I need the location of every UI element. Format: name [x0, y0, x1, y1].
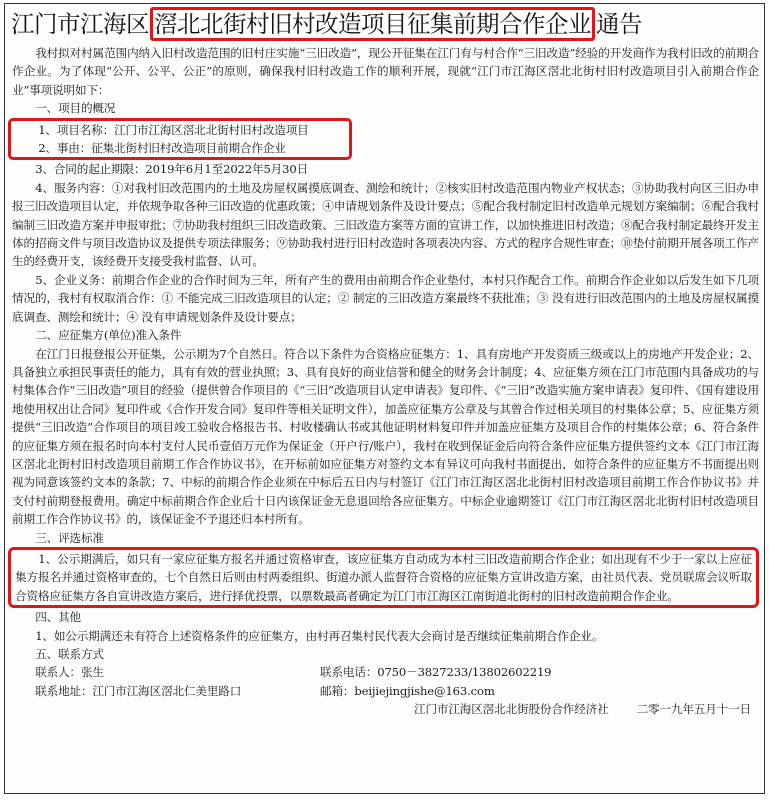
signature-row [12, 700, 759, 718]
notice-page [4, 3, 765, 794]
title-highlight: 滘北北街村旧村改造项目征集前期合作企业 [150, 7, 595, 41]
project-highlight-box [8, 118, 352, 161]
notice-body [12, 44, 759, 719]
contact-row-1 [12, 663, 759, 681]
section-1-heading: 一、项目的概况 [35, 101, 116, 116]
project-name: 1、项目名称：江门市江海区滘北北街村旧村改造项目 [38, 122, 309, 137]
enterprise-obligations: 5、企业义务：前期合作企业的合作时间为三年，所有产生的费用由前期合作企业垫付，本村只作配合工作。前期合作企业如以后发生如下几项情况的，我村有权取消合作：① 不能完成三旧改造项目的认定；② 制定的三旧改造方案最终不获批准；③ 没有进行旧改范围内的土地及房屋权属摸底调查、测绘和统计；④ 没有申请规划条件及设计要点； [12, 272, 759, 324]
section-5-heading: 五、联系方式 [35, 647, 104, 661]
section-2-heading: 二、应征集方(单位)准入条件 [35, 328, 182, 343]
selection-criteria: 1、公示期满后，如只有一家应征集方报名并通过资格审查，该应征集方自动成为本村三旧改造前期合作企业；如出现有不少于一家以上应征集方报名并通过资格审查的，七个自然日后则由村两委组织、街道办派人监督符合资格的应征集方宣讲改造方案，由社员代表、党员联席会议听取合资格应征集方各自宣讲改造方案后，进行择优投票，以票数最高者确定为江门市江海区江南街道北街村的旧村改造前期合作企业。 [15, 551, 752, 603]
service-content: 4、服务内容：①对我村旧改范围内的土地及房屋权属摸底调查、测绘和统计；②核实旧村改造范围内物业产权状态；③协助我村向区三旧办申报三旧改造项目认定，并依规争取各种三旧改造的优惠政策；④申请规划条件及设计要点；⑤配合我村制定旧村改造单元规划方案编制；⑥配合我村编制三旧改造方案并申报审批；⑦协助我村组织三旧改造政策、三旧改造方案等方面的宣讲工作，以加快推进旧村改造；⑧配合我村制定最终开发主体的招商文件与项目改造协议及提供专项法律服务；⑨协助我村进行旧村改造时各项表决内容、方式的程序合规性审查；⑩垫付前期开展各项工作产生的经费开支，该经费开支接受我村监督、认可。 [12, 180, 759, 269]
contact-row-2 [12, 682, 759, 700]
section-3-heading: 三、评选标准 [35, 530, 104, 545]
intro-paragraph: 我村拟对村属范围内纳入旧村改造范围的旧村庄实施“三旧改造”，现公开征集在江门有与村合作“三旧改造”经验的开发商作为我村旧改的前期合作企业。为了体现“公开、公平、公正”的原则，确保我村旧村改造工作的顺利开展，现就“江门市江海区滘北北街村旧村改造项目引入前期合作企业”事项说明如下： [12, 46, 759, 97]
criteria-highlight-box [8, 547, 759, 608]
contact-phone: 联系电话：0750－3827233/13802602219 [320, 665, 552, 680]
contact-email: 邮箱：beijiejingjishe@163.com [320, 683, 495, 698]
admission-conditions: 在江门日报登报公开征集，公示期为7个自然日。符合以下条件为合资格应征集方：1、具有房地产开发资质三级或以上的房地产开发企业；2、具备独立承担民事责任的能力，具有有效的营业执照；3、具有良好的商业信誉和健全的财务会计制度；4、应征集方须在江门市范围内具备成功的与村集体合作“三旧改造”项目的经验（提供曾合作项目的《“三旧”改造项目认定申请表》复印件、《“三旧”改造实施方案申请表》复印件、《国有建设用地使用权出让合同》复印件或《合作开发合同》复印件等相关证明文件），加盖应征集方公章及与其曾合作过相关项目的村集体公章；5、应征集方须提供“三旧改造”合作项目的项目竣工验收合格报告书、村收楼确认书或其他证明材料复印件并加盖应征集方及项目合作的村集体公章；6、符合条件的应征集方须在报名时向本村支付人民币壹佰万元作为保证金（开户行/账户），我村在收到保证金后向符合条件应征集方提供签约文本《江门市江海区滘北北街村旧村改造项目前期工作合作协议书》，在开标前如应征集方对签约文本有异议可向我村书面提出，如符合条件的应征集方不书面提出则视为同意该签约文本的条款；7、中标的前期合作企业须在中标后五日内与村签订《江门市江海区滘北北街村旧村改造项目前期工作合作协议书》并支付村前期登报费用。确定中标前期合作企业后十日内该保证金无息退回给各应征集方。中标企业逾期签订《江门市江海区滘北北街村旧村改造项目前期工作合作协议书》的，该保证金不予退还归本村所有。 [12, 346, 759, 527]
section-4-heading: 四、其他 [35, 610, 81, 625]
issuer-name: 江门市江海区滘北北街股份合作经济社 [414, 702, 609, 717]
title-prefix: 江门市江海区 [11, 10, 149, 38]
title-suffix: 通告 [596, 10, 642, 38]
other-notes: 1、如公示期满还未有符合上述资格条件的应征集方，由村再召集村民代表大会商讨是否继续征集前期合作企业。 [35, 628, 604, 643]
contract-period: 3、合同的起止期限：2019年6月1至2022年5月30日 [35, 162, 309, 177]
contact-address: 联系地址：江门市江海区滘北仁美里路口 [35, 683, 242, 698]
contact-person: 联系人：张生 [35, 665, 104, 680]
issue-date: 二零一九年五月十一日 [636, 702, 751, 717]
notice-title [11, 8, 761, 40]
project-reason: 2、事由：征集北街村旧村改造项目前期合作企业 [38, 141, 286, 156]
